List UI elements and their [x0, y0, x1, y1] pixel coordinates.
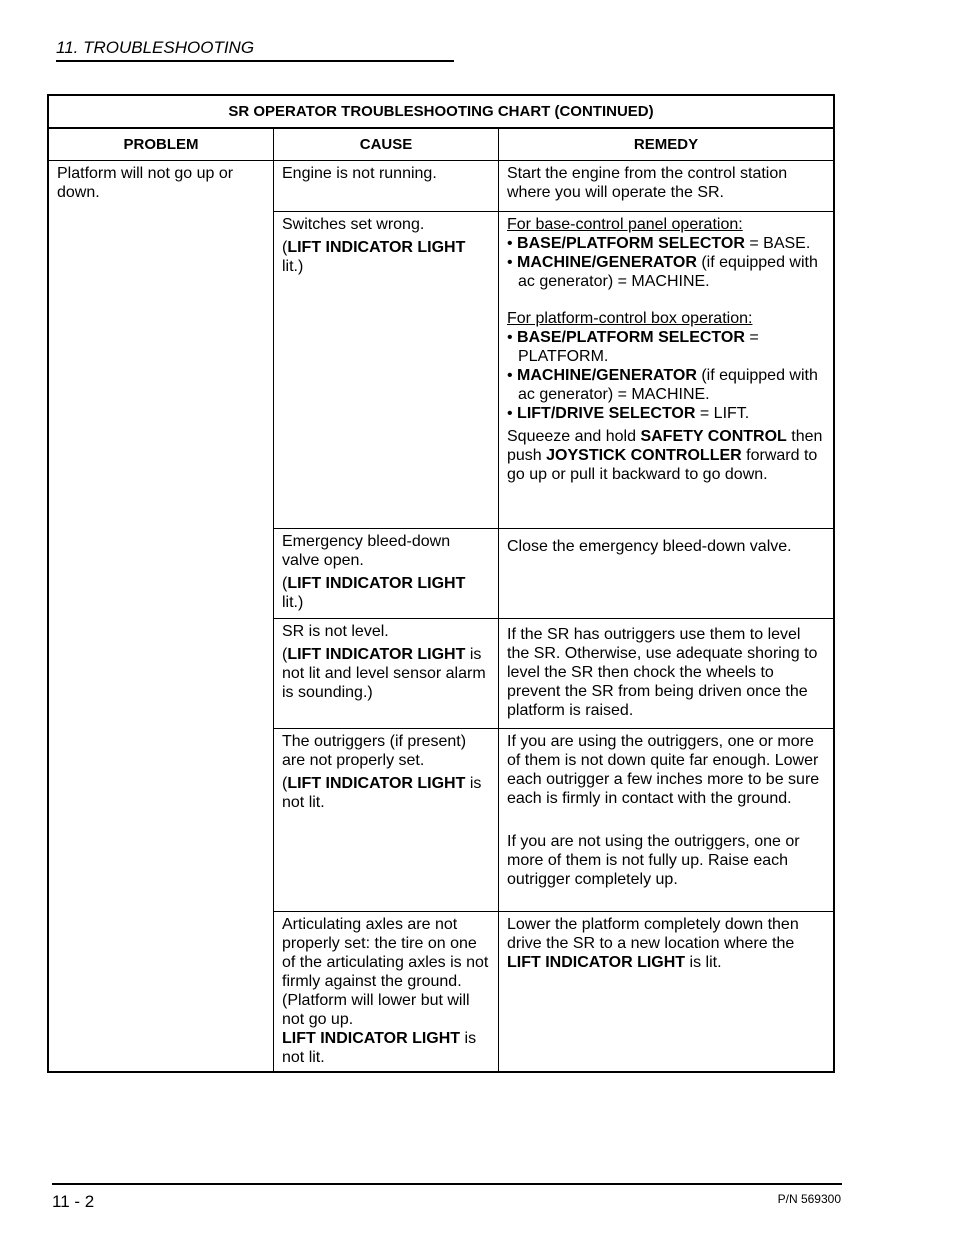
- page-number: 11 - 2: [52, 1192, 95, 1211]
- indicator-note: (LIFT INDICATOR LIGHT lit.): [282, 575, 466, 611]
- cause-text: Emergency bleed-down valve open.: [282, 533, 451, 569]
- footer-rule: [52, 1183, 842, 1185]
- column-header-problem: PROBLEM: [48, 128, 274, 161]
- troubleshooting-chart: [47, 94, 835, 1073]
- cause-cell: [274, 912, 499, 1073]
- remedy-cell: [499, 912, 835, 1073]
- platform-control-heading: For platform-control box operation:: [507, 310, 753, 327]
- cause-text: SR is not level.: [282, 623, 389, 640]
- cause-text: Articulating axles are not properly set: the tire on one of the articulating axles is not firmly against the ground. (Platform will lower but will not go up.: [282, 916, 489, 1028]
- remedy-text: If the SR has outriggers use them to level the SR. Otherwise, use adequate shoring to level the SR then chock the wheels to prevent the SR from being driven once the platform is raised.: [507, 626, 818, 719]
- cause-text: Switches set wrong.: [282, 216, 425, 233]
- remedy-text: Lower the platform completely down then drive the SR to a new location where the LIFT INDICATOR LIGHT is lit.: [507, 916, 799, 971]
- base-control-heading: For base-control panel operation:: [507, 216, 743, 233]
- cause-cell: [274, 619, 499, 729]
- list-item: • MACHINE/GENERATOR (if equipped with ac generator) = MACHINE.: [507, 366, 825, 404]
- column-header-cause: CAUSE: [274, 128, 499, 161]
- remedy-text: Close the emergency bleed-down valve.: [507, 538, 792, 555]
- problem-text: Platform will not go up or down.: [57, 165, 234, 201]
- cause-cell: [274, 161, 499, 212]
- remedy-cell: [499, 529, 835, 619]
- indicator-note: (LIFT INDICATOR LIGHT is not lit.: [282, 775, 482, 811]
- remedy-cell: [499, 161, 835, 212]
- cause-text: Engine is not running.: [282, 165, 437, 182]
- remedy-text: If you are using the outriggers, one or more of them is not down quite far enough. Lower each outrigger a few inches more to be sure each is firmly in contact with the ground.: [507, 733, 820, 807]
- cause-cell: [274, 529, 499, 619]
- problem-cell: [48, 161, 274, 1073]
- indicator-note: (LIFT INDICATOR LIGHT lit.): [282, 239, 466, 275]
- indicator-note: LIFT INDICATOR LIGHT is not lit.: [282, 1030, 477, 1066]
- table-row: [48, 161, 834, 212]
- chart-title: SR OPERATOR TROUBLESHOOTING CHART (CONTINUED): [48, 95, 834, 128]
- platform-control-list: [507, 328, 825, 423]
- part-number: P/N 569300: [777, 1192, 841, 1206]
- base-control-list: [507, 234, 825, 291]
- indicator-note: (LIFT INDICATOR LIGHT is not lit and level sensor alarm is sounding.): [282, 646, 486, 701]
- cause-text: The outriggers (if present) are not properly set.: [282, 733, 467, 769]
- list-item: • LIFT/DRIVE SELECTOR = LIFT.: [507, 404, 825, 423]
- column-header-remedy: REMEDY: [499, 128, 835, 161]
- list-item: • BASE/PLATFORM SELECTOR = BASE.: [507, 234, 825, 253]
- cause-cell: [274, 212, 499, 529]
- section-header: 11. TROUBLESHOOTING: [56, 38, 454, 62]
- list-item: • MACHINE/GENERATOR (if equipped with ac generator) = MACHINE.: [507, 253, 825, 291]
- operation-instructions: Squeeze and hold SAFETY CONTROL then push JOYSTICK CONTROLLER forward to go up or pull it backward to go down.: [507, 428, 823, 483]
- remedy-cell: [499, 729, 835, 912]
- remedy-text: Start the engine from the control station where you will operate the SR.: [507, 165, 788, 201]
- remedy-cell: [499, 619, 835, 729]
- cause-cell: [274, 729, 499, 912]
- remedy-cell: [499, 212, 835, 529]
- remedy-text: If you are not using the outriggers, one or more of them is not fully up. Raise each outrigger completely up.: [507, 833, 800, 888]
- list-item: • BASE/PLATFORM SELECTOR = PLATFORM.: [507, 328, 825, 366]
